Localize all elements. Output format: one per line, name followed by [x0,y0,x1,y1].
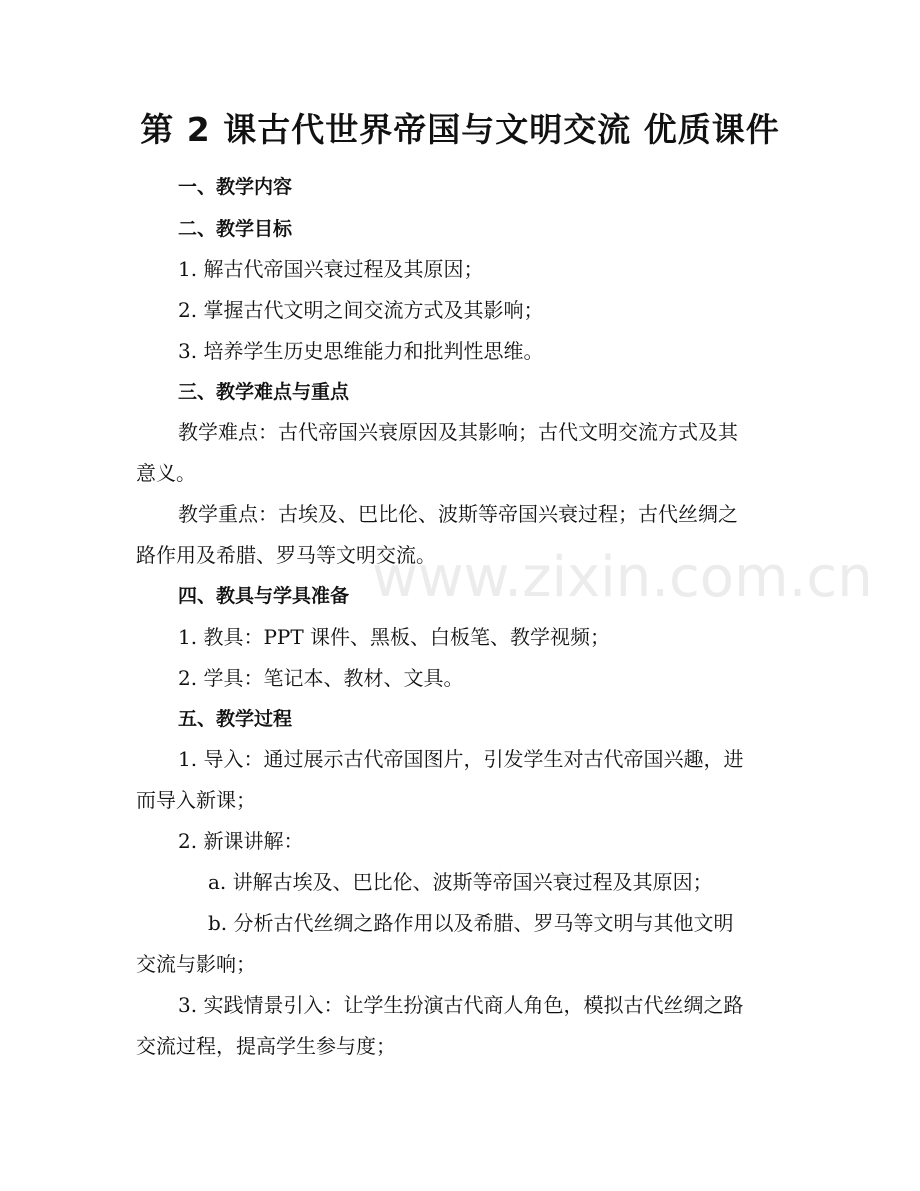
section-heading-difficulties: 三、教学难点与重点 [178,381,350,403]
process-item-continuation: 交流过程，提高学生参与度； [136,1034,396,1058]
goal-item: 1. 解古代帝国兴衰过程及其原因； [178,257,484,281]
goal-item: 2. 掌握古代文明之间交流方式及其影响； [178,298,544,322]
section-heading-tools: 四、教具与学具准备 [178,585,350,607]
tools-item: 2. 学具：笔记本、教材、文具。 [178,666,464,690]
process-subitem-continuation: 交流与影响； [136,952,256,976]
section-heading-goals: 二、教学目标 [178,218,293,240]
process-item-continuation: 而导入新课； [136,788,256,812]
section-heading-content: 一、教学内容 [178,176,293,198]
section-heading-process: 五、教学过程 [178,708,293,730]
process-item: 2. 新课讲解： [178,829,304,853]
process-subitem: b. 分析古代丝绸之路作用以及希腊、罗马等文明与其他文明 [208,911,734,935]
paragraph-line: 意义。 [136,461,196,485]
process-subitem: a. 讲解古埃及、巴比伦、波斯等帝国兴衰过程及其原因； [208,870,713,894]
goal-item: 3. 培养学生历史思维能力和批判性思维。 [178,339,544,363]
page-title: 第 2 课古代世界帝国与文明交流 优质课件 [140,110,780,149]
watermark-text: www.zixin.com.cn [372,545,873,610]
paragraph-line: 路作用及希腊、罗马等文明交流。 [136,543,436,567]
paragraph-line: 教学重点：古埃及、巴比伦、波斯等帝国兴衰过程；古代丝绸之 [178,502,738,526]
tools-item: 1. 教具：PPT 课件、黑板、白板笔、教学视频； [178,625,611,649]
paragraph-line: 教学难点：古代帝国兴衰原因及其影响；古代文明交流方式及其 [178,420,738,444]
process-item: 3. 实践情景引入：让学生扮演古代商人角色，模拟古代丝绸之路 [178,993,744,1017]
process-item: 1. 导入：通过展示古代帝国图片，引发学生对古代帝国兴趣，进 [178,747,744,771]
